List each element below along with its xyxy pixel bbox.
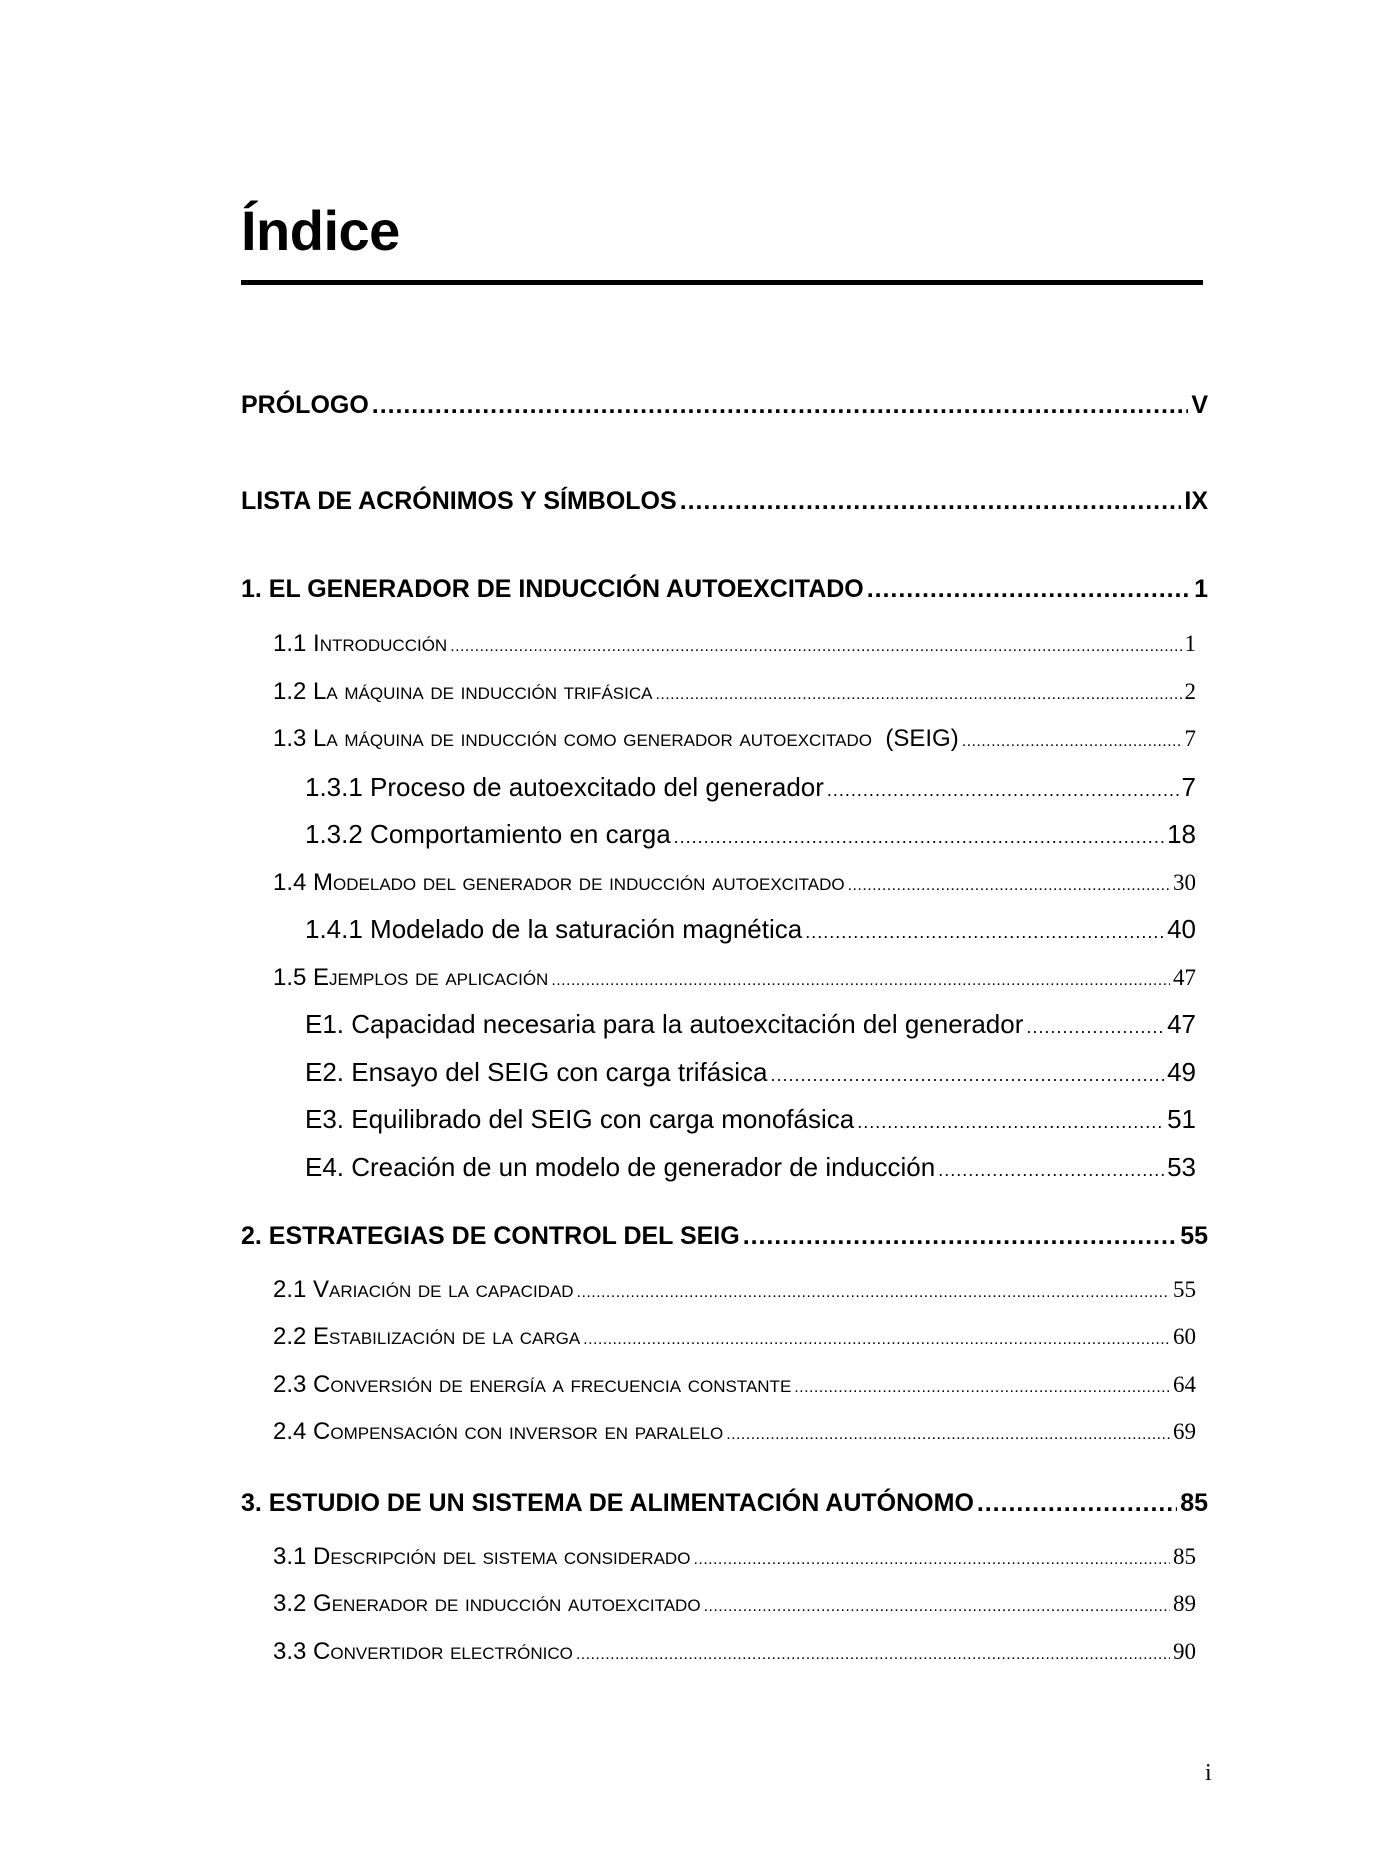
toc-entry-page: 60 [1173, 1324, 1196, 1349]
toc-entry-page: 85 [1180, 1489, 1208, 1517]
dot-leader [938, 1155, 1164, 1185]
toc-entry-label: E2. Ensayo del SEIG con carga trifásica [305, 1057, 768, 1087]
toc-entry-label: 2.3 Conversión de energía a frecuencia constante [273, 1371, 792, 1398]
toc-entry-page: 30 [1173, 870, 1196, 895]
toc-entry-label: 2.4 Compensación con inversor en paralelo [273, 1418, 724, 1445]
toc-entry-page: 49 [1167, 1057, 1196, 1087]
toc-entry-section-1-3[interactable] [273, 725, 1196, 756]
toc-entry-subsection-1-3-2[interactable] [305, 819, 1196, 852]
toc-entry-section-2-4[interactable] [273, 1418, 1196, 1449]
toc-entry-section-1-2[interactable] [273, 678, 1196, 709]
toc-entry-subsection-1-4-1[interactable] [305, 914, 1196, 947]
dot-leader [794, 1374, 1170, 1402]
dot-leader [726, 1421, 1170, 1449]
toc-entry-label: 1.4.1 Modelado de la saturación magnética [305, 914, 803, 944]
dot-leader [857, 1107, 1164, 1137]
toc-entry-label: 1. EL GENERADOR DE INDUCCIÓN AUTOEXCITADO [241, 575, 864, 603]
toc-entry-label: 1.3.2 Comportamiento en carga [305, 819, 671, 849]
dot-leader [962, 728, 1182, 756]
dot-leader [372, 390, 1189, 420]
dot-leader [977, 1488, 1177, 1518]
toc-entry-label: 3.2 Generador de inducción autoexcitado [273, 1590, 701, 1617]
toc-entry-label: 2.2 Estabilización de la carga [273, 1323, 581, 1350]
toc-entry-label: E3. Equilibrado del SEIG con carga monofásica [305, 1104, 855, 1134]
toc-entry-page: 1 [1184, 631, 1196, 656]
toc-entry-lista-acronimos[interactable] [241, 486, 1208, 516]
toc-entry-prologo[interactable] [241, 390, 1208, 420]
toc-entry-section-3-2[interactable] [273, 1590, 1196, 1621]
toc-entry-example-e3[interactable] [305, 1104, 1196, 1137]
dot-leader [704, 1593, 1170, 1621]
dot-leader [1026, 1012, 1164, 1042]
dot-leader [770, 1060, 1164, 1090]
toc-entry-page: 47 [1173, 965, 1196, 990]
toc-entry-page: 55 [1180, 1222, 1208, 1250]
toc-entry-page: 40 [1167, 914, 1196, 944]
toc-entry-label-suffix: (SEIG) [885, 725, 959, 752]
toc-entry-label [273, 725, 959, 753]
dot-leader [551, 967, 1170, 995]
toc-entry-page: 7 [1184, 726, 1196, 751]
toc-entry-label: 3. ESTUDIO DE UN SISTEMA DE ALIMENTACIÓN AUTÓNOMO [241, 1489, 974, 1517]
dot-leader [450, 633, 1181, 661]
folio-page-number: i [1205, 1760, 1212, 1786]
toc-entry-page: 85 [1173, 1544, 1196, 1569]
dot-leader [680, 486, 1182, 516]
toc-entry-chapter-2[interactable] [241, 1221, 1208, 1251]
toc-entry-page: V [1191, 391, 1208, 419]
toc-entry-example-e2[interactable] [305, 1057, 1196, 1090]
dot-leader [674, 822, 1164, 852]
toc-entry-label: E1. Capacidad necesaria para la autoexcitación del generador [305, 1009, 1024, 1039]
toc-entry-page: 90 [1173, 1639, 1196, 1664]
toc-entry-label: 1.3.1 Proceso de autoexcitado del generador [305, 772, 824, 802]
toc-entry-section-2-2[interactable] [273, 1323, 1196, 1354]
toc-entry-label: 2. ESTRATEGIAS DE CONTROL DEL SEIG [241, 1222, 740, 1250]
toc-entry-section-1-1[interactable] [273, 630, 1196, 661]
toc-entry-label-text: 1.3 La máquina de inducción como generador autoexcitado [273, 725, 873, 752]
toc-entry-label: 2.1 Variación de la capacidad [273, 1276, 574, 1303]
toc-entry-label: LISTA DE ACRÓNIMOS Y SÍMBOLOS [241, 487, 677, 515]
toc-entry-label: 3.3 Convertidor electrónico [273, 1638, 573, 1665]
toc-entry-page: 64 [1173, 1372, 1196, 1397]
toc-entry-label: 1.2 La máquina de inducción trifásica [273, 678, 653, 705]
toc-entry-label: PRÓLOGO [241, 391, 369, 419]
toc-entry-label: E4. Creación de un modelo de generador de inducción [305, 1152, 936, 1182]
toc-entry-label: 1.5 Ejemplos de aplicación [273, 964, 549, 991]
toc-entry-section-2-3[interactable] [273, 1371, 1196, 1402]
toc-entry-page: 18 [1167, 819, 1196, 849]
toc-entry-section-1-4[interactable] [273, 869, 1196, 900]
toc-entry-page: IX [1184, 487, 1208, 515]
toc-entry-section-2-1[interactable] [273, 1276, 1196, 1307]
dot-leader [577, 1279, 1170, 1307]
dot-leader [848, 872, 1170, 900]
toc-entry-page: 69 [1173, 1419, 1196, 1444]
dot-leader [743, 1221, 1178, 1251]
toc-entry-example-e1[interactable] [305, 1009, 1196, 1042]
dot-leader [576, 1641, 1170, 1669]
toc-entry-section-3-3[interactable] [273, 1638, 1196, 1669]
dot-leader [693, 1546, 1170, 1574]
toc-entry-label: 1.4 Modelado del generador de inducción autoexcitado [273, 869, 845, 896]
toc-entry-page: 2 [1184, 679, 1196, 704]
toc-entry-example-e4[interactable] [305, 1152, 1196, 1185]
dot-leader [655, 681, 1181, 709]
toc-entry-label: 1.1 Introducción [273, 630, 448, 657]
toc-entry-section-3-1[interactable] [273, 1543, 1196, 1574]
toc-entry-page: 47 [1167, 1009, 1196, 1039]
toc-entry-section-1-5[interactable] [273, 964, 1196, 995]
toc-entry-label: 3.1 Descripción del sistema considerado [273, 1543, 691, 1570]
toc-entry-subsection-1-3-1[interactable] [305, 772, 1196, 805]
dot-leader [827, 775, 1179, 805]
toc-entry-chapter-1[interactable] [241, 574, 1208, 604]
dot-leader [867, 574, 1191, 604]
toc-entry-page: 1 [1194, 575, 1208, 603]
page-title: Índice [241, 199, 400, 262]
dot-leader [805, 917, 1164, 947]
dot-leader [583, 1326, 1170, 1354]
toc-entry-chapter-3[interactable] [241, 1488, 1208, 1518]
toc-entry-page: 51 [1167, 1104, 1196, 1134]
toc-entry-page: 53 [1167, 1152, 1196, 1182]
toc-entry-page: 55 [1173, 1277, 1196, 1302]
toc-entry-page: 89 [1173, 1591, 1196, 1616]
toc-entry-page: 7 [1181, 772, 1196, 802]
